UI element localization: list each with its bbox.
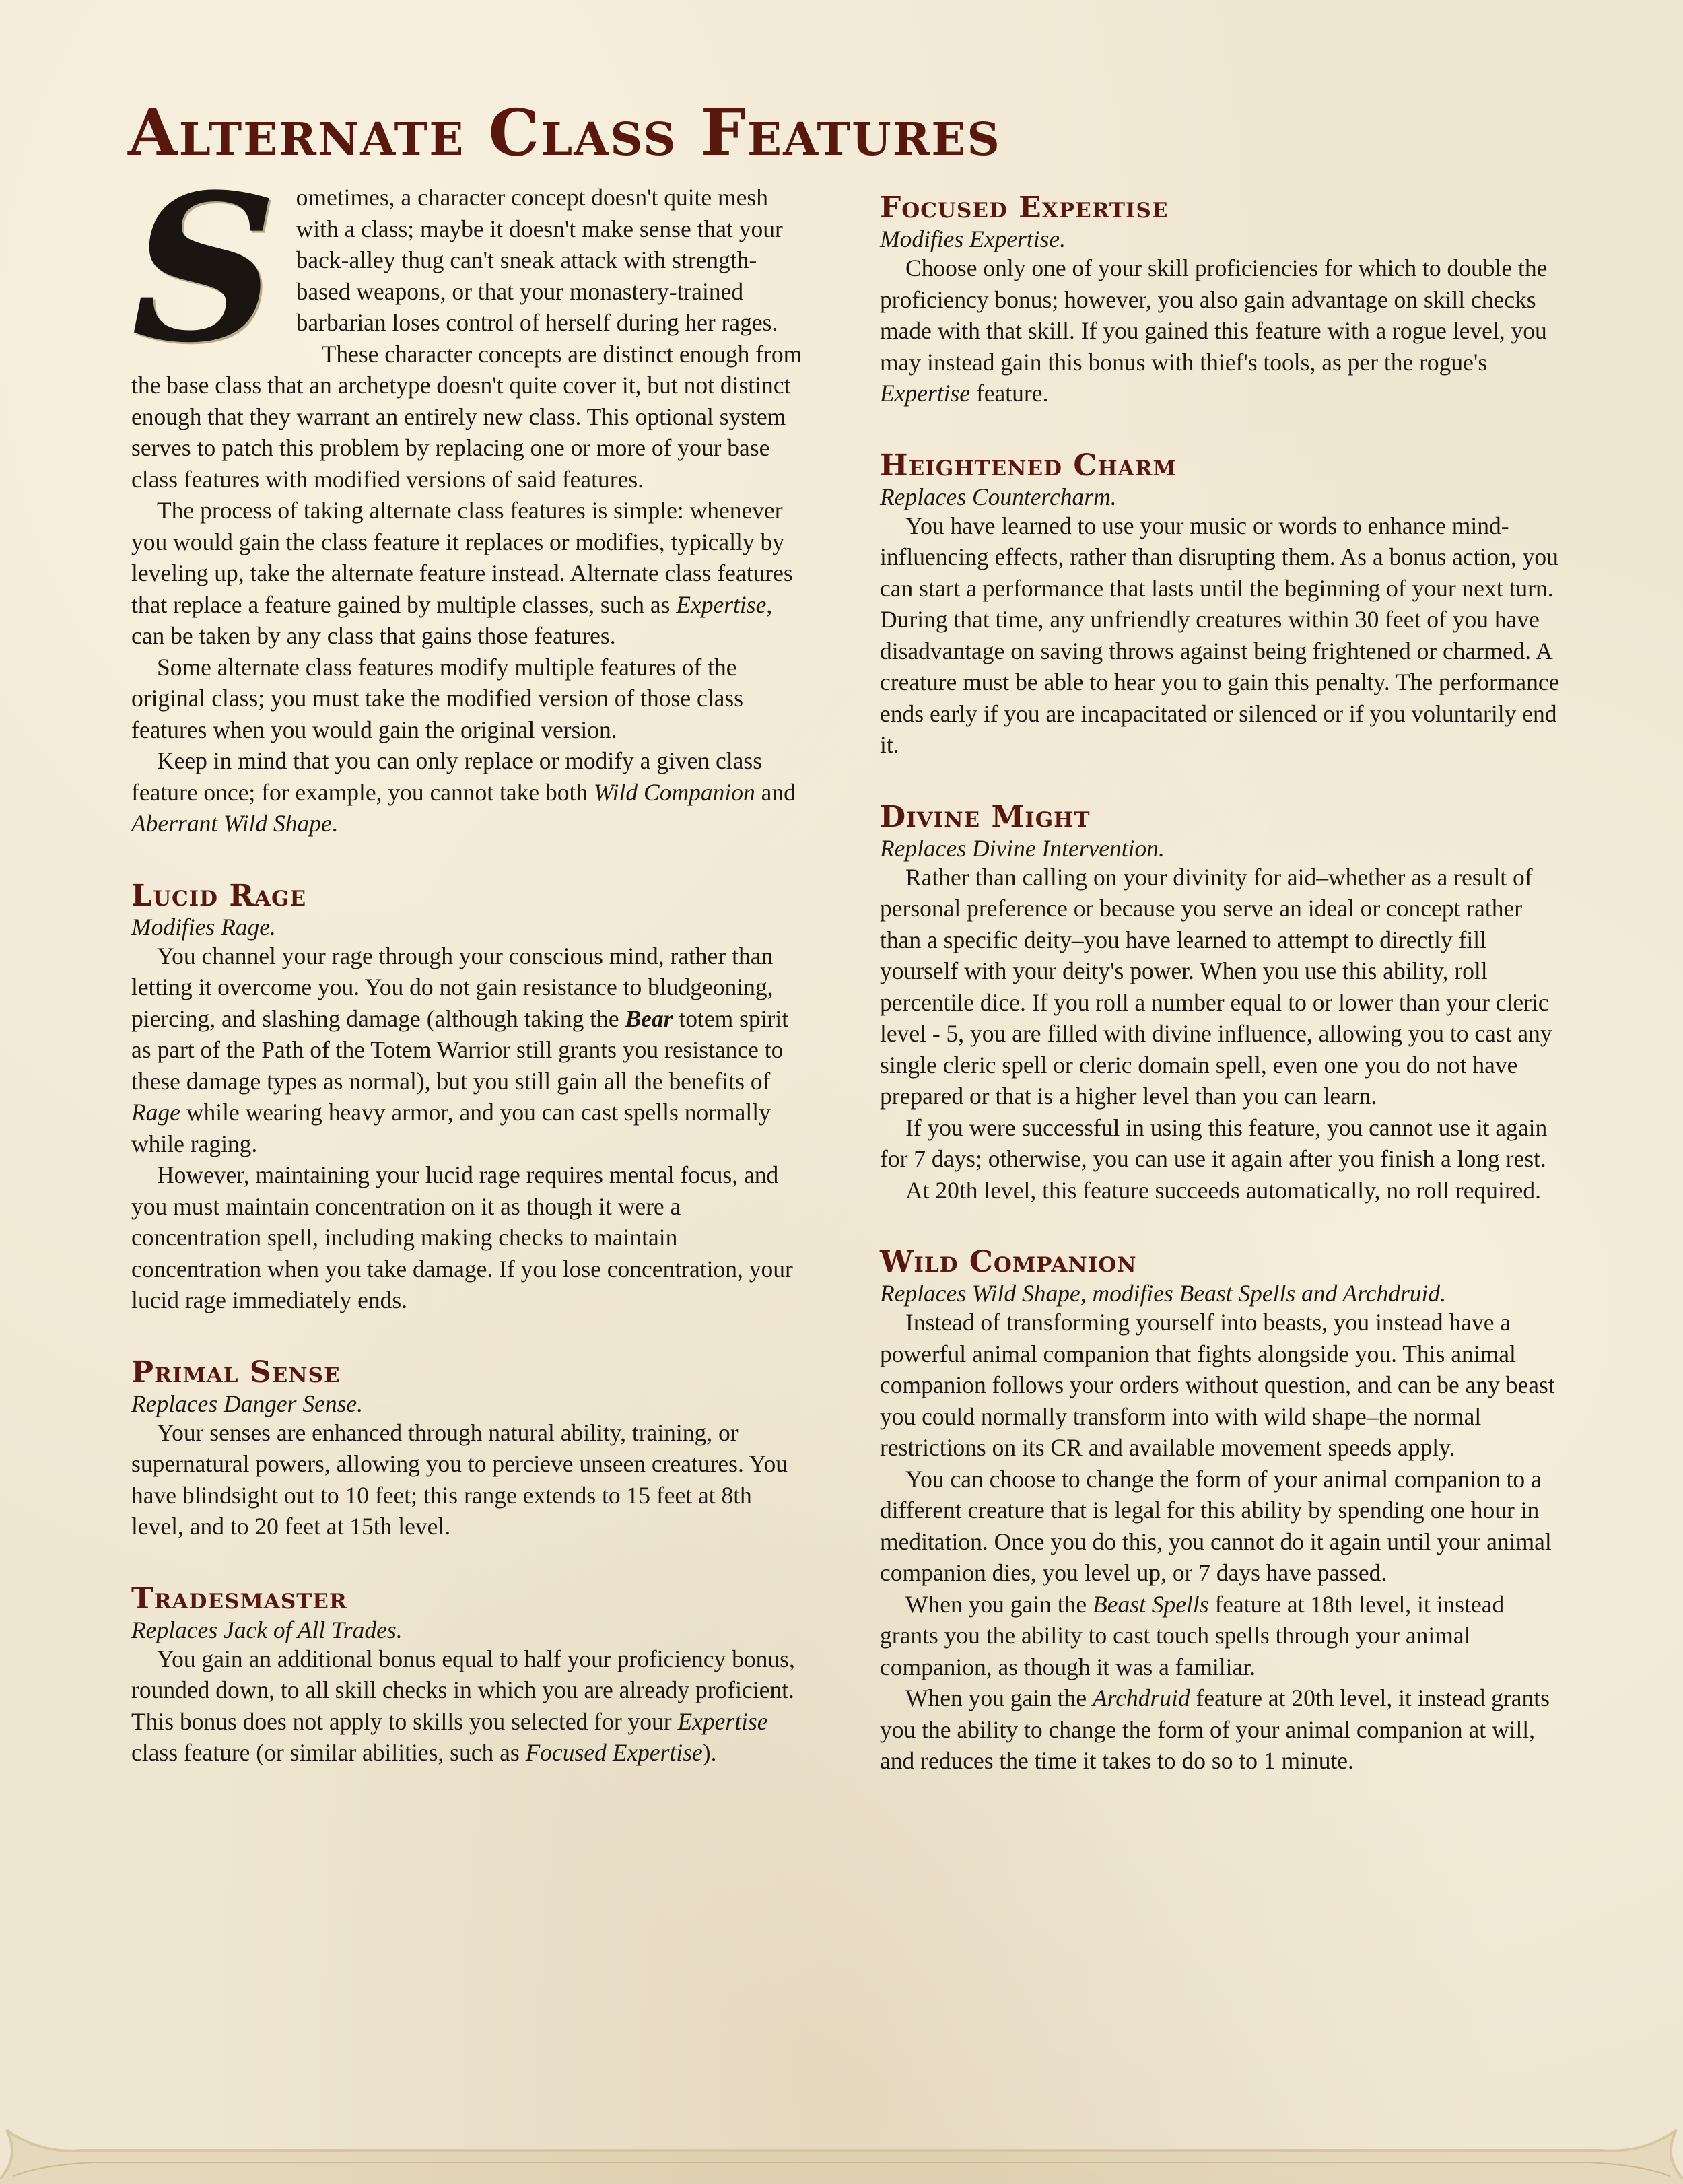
heightened-charm-section xyxy=(880,448,1560,761)
primal-sense-section xyxy=(131,1355,808,1542)
wild-companion-section xyxy=(880,1245,1560,1777)
footer-ornament xyxy=(0,2103,1683,2184)
intro-paragraph-3: The process of taking alternate class features is simple: whenever you would gain the class feature it replaces or modifies, typically by leveling up, take the alternate feature instead. Alternate class features that replace a feature gained by multiple classes, such as Expertise, can be taken by any class that gains those features. xyxy=(131,497,793,649)
wild-companion-heading: Wild Companion xyxy=(880,1245,1137,1279)
primal-sense-subtitle: Replaces Danger Sense. xyxy=(131,1390,364,1417)
focused-expertise-subtitle: Modifies Expertise. xyxy=(880,226,1066,252)
page-title: Alternate Class Features xyxy=(128,96,1001,170)
intro-paragraph-5: Keep in mind that you can only replace or modify a given class feature once; for example, you cannot take both Wild Companion and Aberrant Wild Shape. xyxy=(131,747,796,837)
wild-companion-paragraph-1: Instead of transforming yourself into beasts, you instead have a powerful animal companion that fights alongside you. This animal companion follows your orders without question, and can be any beast you could normally transform into with wild shape–the normal restrictions on its CR and available movement speeds apply. xyxy=(880,1309,1555,1461)
tradesmaster-subtitle: Replaces Jack of All Trades. xyxy=(131,1616,403,1643)
drop-cap: S xyxy=(131,149,277,387)
wild-companion-paragraph-4: When you gain the Archdruid feature at 20th level, it instead grants you the ability to change the form of your animal companion at will, and reduces the time it takes to do so to 1 minute. xyxy=(880,1684,1550,1774)
left-column xyxy=(131,149,808,1769)
primal-sense-paragraph-1: Your senses are enhanced through natural ability, training, or supernatural powers, allowing you to percieve unseen creatures. You have blindsight out to 10 feet; this range extends to 15 feet at 8th level, and to 20 feet at 15th level. xyxy=(131,1419,788,1540)
focused-expertise-paragraph-1: Choose only one of your skill proficiencies for which to double the proficiency bonus; however, you also gain advantage on skill checks made with that skill. If you gained this feature with a rogue level, you may instead gain this bonus with thief's tools, as per the rogue's Expertise feature. xyxy=(880,254,1548,407)
lucid-rage-paragraph-1: You channel your rage through your conscious mind, rather than letting it overcome you. You do not gain resistance to bludgeoning, piercing, and slashing damage (although taking the Bear totem spirit as part of the Path of the Totem Warrior still grants you resistance to these damage types as normal), but you still gain all the benefits of Rage while wearing heavy armor, and you can cast spells normally while raging. xyxy=(131,942,789,1157)
lucid-rage-heading: Lucid Rage xyxy=(131,878,307,913)
tradesmaster-paragraph-1: You gain an additional bonus equal to half your proficiency bonus, rounded down, to all skill checks in which you are already proficient. This bonus does not apply to skills you selected for your Expertise class feature (or similar abilities, such as Focused Expertise). xyxy=(131,1645,795,1766)
right-column xyxy=(880,191,1560,1777)
divine-might-section xyxy=(880,800,1560,1206)
lucid-rage-paragraph-2: However, maintaining your lucid rage requires mental focus, and you must maintain concentration on it as though it were a concentration spell, including making checks to maintain concentration when you take damage. If you lose concentration, your lucid rage immediately ends. xyxy=(131,1161,793,1313)
tradesmaster-heading: Tradesmaster xyxy=(131,1581,347,1616)
primal-sense-heading: Primal Sense xyxy=(131,1355,341,1390)
divine-might-paragraph-2: If you were successful in using this feature, you cannot use it again for 7 days; otherwise, you can use it again after you finish a long rest. xyxy=(880,1114,1548,1172)
lucid-rage-section xyxy=(131,879,808,1316)
heightened-charm-heading: Heightened Charm xyxy=(880,448,1177,483)
divine-might-paragraph-3: At 20th level, this feature succeeds automatically, no roll required. xyxy=(905,1176,1542,1204)
lucid-rage-subtitle: Modifies Rage. xyxy=(131,913,276,941)
intro-paragraph-1: Sometimes, a character concept doesn't quite mesh with a class; maybe it doesn't make sense that your back-alley thug can't sneak attack with strength-based weapons, or that your monastery-trained barbarian loses control of herself during her rages. xyxy=(131,149,783,387)
divine-might-subtitle: Replaces Divine Intervention. xyxy=(880,834,1165,862)
wild-companion-subtitle: Replaces Wild Shape, modifies Beast Spells and Archdruid. xyxy=(880,1280,1447,1307)
heightened-charm-subtitle: Replaces Countercharm. xyxy=(880,483,1117,510)
divine-might-paragraph-1: Rather than calling on your divinity for aid–whether as a result of personal preference or because you serve an ideal or concept rather than a specific deity–you have learned to attempt to directly fill yourself with your deity's power. When you use this ability, roll percentile dice. If you roll a number equal to or lower than your cleric level - 5, you are filled with divine influence, allowing you to cast any single cleric spell or cleric domain spell, even one you do not have prepared or that is a higher level than you can learn. xyxy=(880,863,1552,1110)
heightened-charm-paragraph-1: You have learned to use your music or words to enhance mind-influencing effects, rather than disrupting them. As a bonus action, you can start a performance that lasts until the beginning of your next turn. During that time, any unfriendly creatures within 30 feet of you have disadvantage on saving throws against being frightened or charmed. A creature must be able to hear you to gain this penalty. The performance ends early if you are incapacitated or silenced or if you voluntarily end it. xyxy=(880,512,1560,758)
intro-paragraph-4: Some alternate class features modify multiple features of the original class; you must take the modified version of those class features when you would gain the original version. xyxy=(131,653,744,743)
intro-section xyxy=(131,149,808,840)
divine-might-heading: Divine Might xyxy=(880,799,1091,834)
wild-companion-paragraph-2: You can choose to change the form of your animal companion to a different creature that is legal for this ability by spending one hour in meditation. Once you do this, you cannot do it again until your animal companion dies, you level up, or 7 days have passed. xyxy=(880,1465,1552,1586)
focused-expertise-section xyxy=(880,191,1560,409)
wild-companion-paragraph-3: When you gain the Beast Spells feature at 18th level, it instead grants you the ability to cast touch spells through your animal companion, as though it was a familiar. xyxy=(880,1590,1505,1680)
tradesmaster-section xyxy=(131,1581,808,1769)
intro-paragraph-2: These character concepts are distinct enough from the base class that an archetype doesn't quite cover it, but not distinct enough that they warrant an entirely new class. This optional system serves to patch this problem by replacing one or more of your base class features with modified versions of said features. xyxy=(131,340,802,493)
focused-expertise-heading: Focused Expertise xyxy=(880,191,1169,225)
